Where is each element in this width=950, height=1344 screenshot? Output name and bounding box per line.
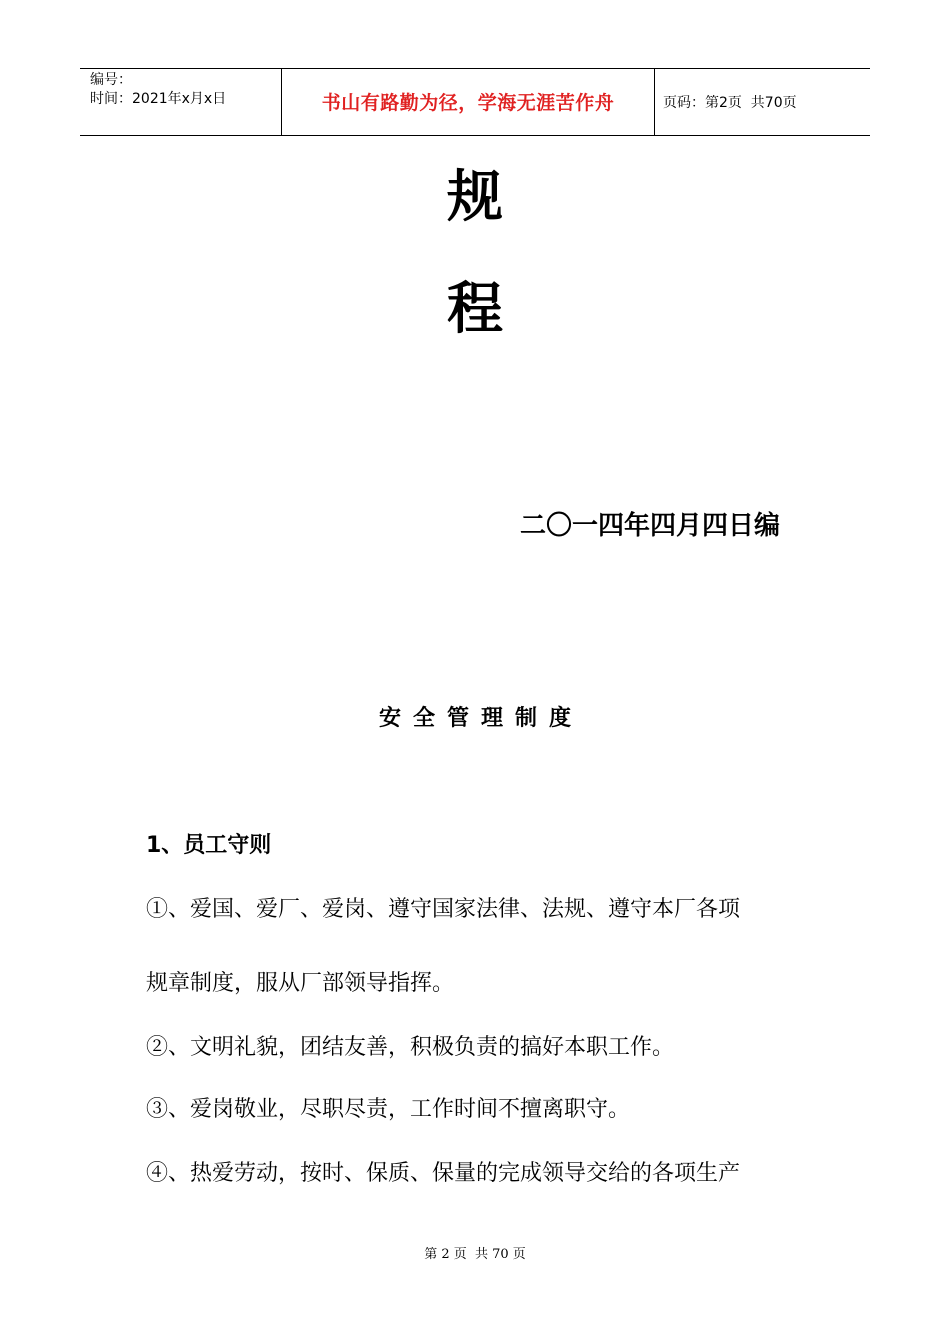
page-header [80, 68, 870, 136]
header-motto-cell [282, 69, 655, 135]
header-time-label: 时间：2021年x月x日 [90, 91, 227, 107]
header-motto: 书山有路勤为径，学海无涯苦作舟 [321, 92, 615, 114]
subsection-heading: 1、员工守则 [146, 833, 272, 858]
section-title: 安全管理制度 [378, 706, 583, 731]
paragraph-line: 规章制度，服从厂部领导指挥。 [146, 971, 455, 996]
paragraph-line: ①、爱国、爱厂、爱岗、遵守国家法律、法规、遵守本厂各项 [146, 897, 741, 922]
paragraph-line: ④、热爱劳动，按时、保质、保量的完成领导交给的各项生产 [146, 1161, 741, 1186]
header-page-cell [655, 69, 870, 135]
header-info-cell [80, 69, 282, 135]
page-footer: 第 2 页 共 70 页 [424, 1247, 526, 1262]
title-char-1: 规 [447, 165, 503, 230]
compiled-date: 二〇一四年四月四日编 [520, 511, 781, 541]
header-page-info: 页码：第2页 共70页 [663, 95, 797, 111]
paragraph-line: ②、文明礼貌，团结友善，积极负责的搞好本职工作。 [146, 1035, 675, 1060]
header-number-label: 编号： [90, 72, 132, 88]
paragraph-line: ③、爱岗敬业，尽职尽责，工作时间不擅离职守。 [146, 1097, 631, 1122]
title-char-2: 程 [447, 277, 503, 342]
